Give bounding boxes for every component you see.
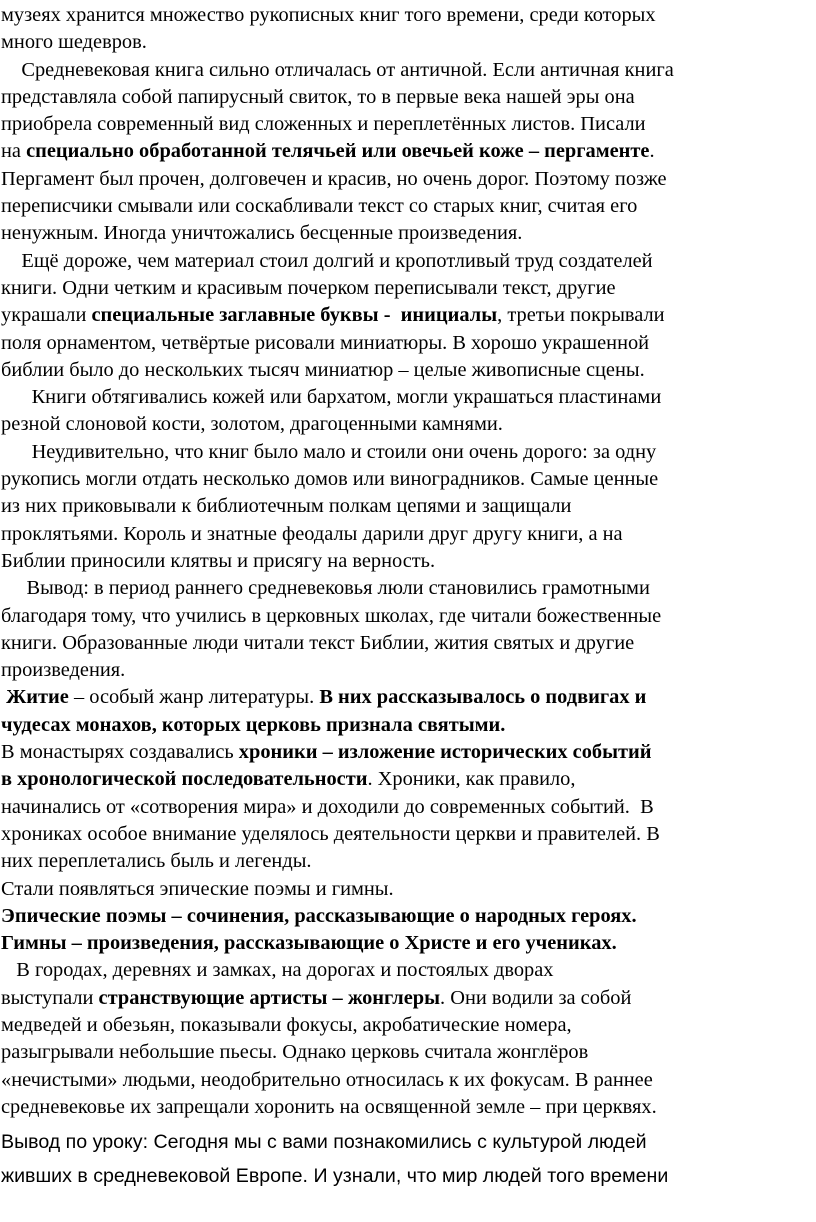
document-body — [1, 2, 810, 1121]
text-line — [1, 575, 810, 602]
text-segment: В монастырях создавались — [1, 741, 239, 764]
text-line — [1, 876, 810, 903]
text-line — [1, 603, 810, 630]
bold-segment: специальные заглавные буквы - инициалы — [91, 304, 498, 327]
text-line — [1, 57, 810, 84]
text-segment: книги. Образованные люди читали текст Библии, жития святых и другие — [1, 631, 635, 654]
text-segment: много шедевров. — [1, 31, 147, 54]
text-segment: Неудивительно, что книг было мало и стоили они очень дорого: за одну — [1, 440, 657, 463]
bold-segment: хроники – изложение исторических событий — [238, 741, 652, 764]
text-line — [1, 111, 810, 138]
text-line — [1, 29, 810, 56]
text-segment: Книги обтягивались кожей или бархатом, могли украшаться пластинами — [1, 386, 662, 409]
text-line — [1, 166, 810, 193]
bold-segment: Гимны – произведения, рассказывающие о Христе и его учениках. — [1, 932, 617, 955]
text-line — [1, 384, 810, 411]
text-segment: начинались от «сотворения мира» и доходили до современных событий. В — [1, 795, 654, 818]
text-line — [1, 248, 810, 275]
bold-segment: чудесах монахов, которых церковь признала святыми. — [1, 713, 506, 736]
text-line — [1, 930, 810, 957]
text-segment: разыгрывали небольшие пьесы. Однако церковь считала жонглёров — [1, 1041, 589, 1064]
text-line — [1, 2, 810, 29]
text-line — [1, 712, 810, 739]
text-line — [1, 493, 810, 520]
text-segment: книги. Одни четким и красивым почерком переписывали текст, другие — [1, 276, 616, 299]
bold-segment: Эпические поэмы – сочинения, рассказывающие о народных героях. — [1, 904, 637, 927]
text-segment: них переплетались быль и легенды. — [1, 850, 312, 873]
text-line — [1, 848, 810, 875]
text-line — [1, 1094, 810, 1121]
text-line — [1, 330, 810, 357]
text-segment: переписчики смывали или соскабливали текст со старых книг, считая его — [1, 195, 638, 218]
text-segment: «нечистыми» людьми, неодобрительно относилась к их фокусам. В раннее — [1, 1068, 653, 1091]
text-line — [1, 193, 810, 220]
text-segment: резной слоновой кости, золотом, драгоценными камнями. — [1, 413, 503, 436]
text-line — [1, 220, 810, 247]
text-segment: – особый жанр литературы. — [68, 686, 320, 709]
text-line — [1, 1067, 810, 1094]
text-segment: Ещё дороже, чем материал стоил долгий и кропотливый труд создателей — [1, 249, 653, 272]
text-line — [1, 302, 810, 329]
lesson-conclusion — [1, 1125, 810, 1193]
text-line — [1, 84, 810, 111]
text-segment: Пергамент был прочен, долговечен и красив, но очень дорог. Поэтому позже — [1, 167, 667, 190]
text-line — [1, 411, 810, 438]
text-segment: из них приковывали к библиотечным полкам цепями и защищали — [1, 495, 572, 518]
text-segment: средневековье их запрещали хоронить на освященной земле – при церквях. — [1, 1095, 657, 1118]
text-segment: Вывод: в период раннего средневековья люли становились грамотными — [1, 577, 650, 600]
text-segment: поля орнаментом, четвёртые рисовали миниатюры. В хорошо украшенной — [1, 331, 650, 354]
text-segment: Стали появляться эпические поэмы и гимны. — [1, 877, 394, 900]
text-segment: украшали — [1, 304, 92, 327]
text-segment: медведей и обезьян, показывали фокусы, акробатические номера, — [1, 1013, 572, 1036]
text-segment: на — [1, 140, 27, 163]
text-line — [1, 521, 810, 548]
text-segment: . Хроники, как правило, — [367, 768, 576, 791]
bold-segment: Житие — [6, 686, 69, 709]
text-segment: . Они водили за собой — [440, 986, 632, 1009]
text-line — [1, 439, 810, 466]
text-segment: хрониках особое внимание уделялось деятельности церкви и правителей. В — [1, 822, 660, 845]
bold-segment: специально обработанной телячьей или овечьей коже – пергаменте — [26, 140, 650, 163]
bold-segment: В них рассказывалось о подвигах и — [319, 686, 647, 709]
text-line — [1, 138, 810, 165]
text-segment: музеях хранится множество рукописных книг того времени, среди которых — [1, 4, 656, 26]
text-line — [1, 1012, 810, 1039]
text-line — [1, 684, 810, 711]
text-line — [1, 1039, 810, 1066]
text-segment: , третьи покрывали — [497, 304, 665, 327]
text-segment: Средневековая книга сильно отличалась от античной. Если античная книга — [1, 58, 674, 81]
text-line — [1, 357, 810, 384]
bold-segment: странствующие артисты – жонглеры — [98, 986, 441, 1009]
text-segment: произведения. — [1, 659, 126, 682]
text-line — [1, 630, 810, 657]
text-segment: выступали — [1, 986, 99, 1009]
text-line — [1, 821, 810, 848]
text-segment: представляла собой папирусный свиток, то в первые века нашей эры она — [1, 85, 635, 108]
text-line — [1, 766, 810, 793]
text-line — [1, 985, 810, 1012]
text-line — [1, 466, 810, 493]
text-segment: В городах, деревнях и замках, на дорогах и постоялых дворах — [1, 959, 554, 982]
text-line — [1, 794, 810, 821]
text-segment: проклятьями. Король и знатные феодалы дарили друг другу книги, а на — [1, 522, 623, 545]
text-line — [1, 275, 810, 302]
text-line — [1, 739, 810, 766]
bold-segment: в хронологической последовательности — [1, 768, 368, 791]
conclusion-line: Вывод по уроку: Сегодня мы с вами познакомились с культурой людей — [1, 1131, 647, 1154]
text-line — [1, 657, 810, 684]
text-segment: библии было до нескольких тысяч миниатюр – целые живописные сцены. — [1, 358, 645, 381]
text-segment: ненужным. Иногда уничтожались бесценные произведения. — [1, 222, 523, 245]
text-segment: благодаря тому, что учились в церковных школах, где читали божественные — [1, 604, 662, 627]
text-segment: Библии приносили клятвы и присягу на верность. — [1, 549, 436, 572]
text-line — [1, 957, 810, 984]
text-line — [1, 903, 810, 930]
text-segment: . — [649, 140, 655, 163]
text-segment: приобрела современный вид сложенных и переплетённых листов. Писали — [1, 113, 646, 136]
text-line — [1, 548, 810, 575]
conclusion-line: живших в средневековой Европе. И узнали, что мир людей того времени — [1, 1165, 669, 1188]
text-segment: рукопись могли отдать несколько домов или виноградников. Самые ценные — [1, 468, 659, 491]
